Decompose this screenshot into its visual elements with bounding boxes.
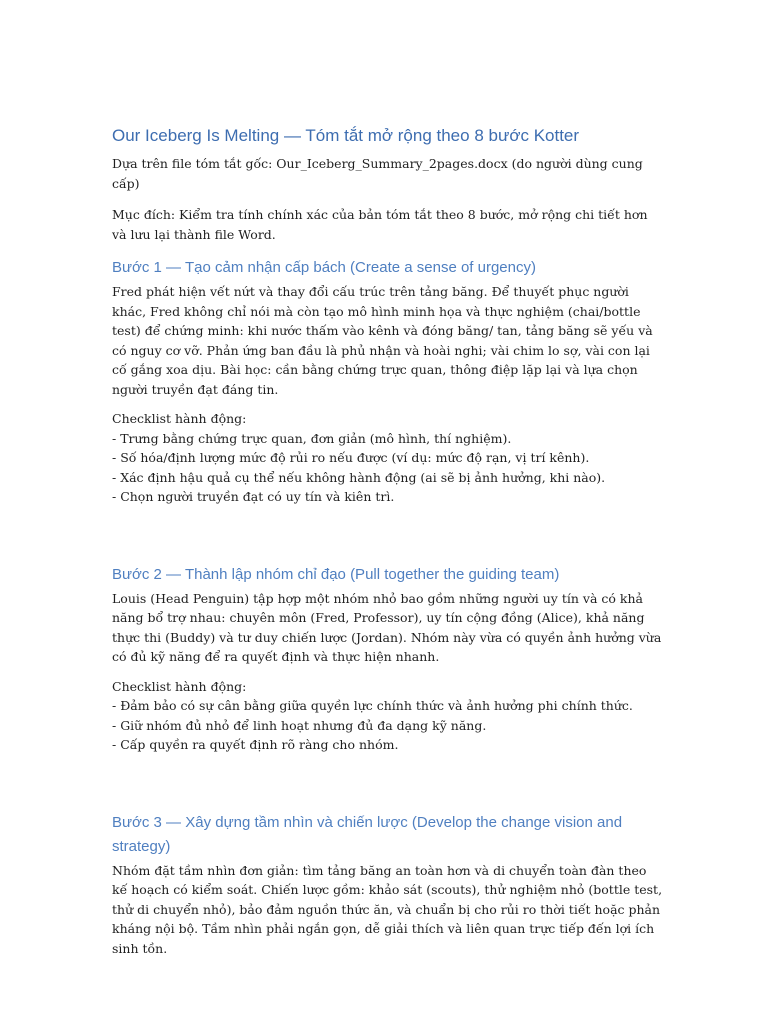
step-1-body: Fred phát hiện vết nứt và thay đổi cấu trúc trên tảng băng. Để thuyết phục người khác, Fred không chỉ nói mà còn tạo mô hình minh họa và thực nghiệm (chai/bottle test) để chứng minh: khi nước thấm vào kênh và đóng băng/ tan, tảng băng sẽ yếu và có nguy cơ vỡ. Phản ứng ban đầu là phủ nhận và hoài nghi; vài chim lo sợ, vài con lại cố gắng xoa dịu. Bài học: cần bằng chứng trực quan, thông điệp lặp lại và lựa chọn người truyền đạt đáng tin. bbox=[112, 284, 653, 397]
purpose-note: Mục đích: Kiểm tra tính chính xác của bản tóm tắt theo 8 bước, mở rộng chi tiết hơn và lưu lại thành file Word. bbox=[112, 207, 648, 242]
step-3-section bbox=[112, 811, 664, 959]
checklist-item: - Số hóa/định lượng mức độ rủi ro nếu được (ví dụ: mức độ rạn, vị trí kênh). bbox=[112, 450, 590, 465]
source-note: Dựa trên file tóm tắt gốc: Our_Iceberg_Summary_2pages.docx (do người dùng cung cấp) bbox=[112, 156, 643, 191]
step-3-heading: Bước 3 — Xây dựng tầm nhìn và chiến lược (Develop the change vision and strategy) bbox=[112, 813, 623, 855]
step-2-body: Louis (Head Penguin) tập hợp một nhóm nhỏ bao gồm những người uy tín và có khả năng bổ trợ nhau: chuyên môn (Fred, Professor), uy tín cộng đồng (Alice), khả năng thực thi (Buddy) và tư duy chiến lược (Jordan). Nhóm này vừa có quyền ảnh hưởng vừa có đủ kỹ năng để ra quyết định và thực hiện nhanh. bbox=[112, 590, 662, 664]
step-2-section bbox=[112, 563, 664, 755]
checklist-item: - Xác định hậu quả cụ thể nếu không hành động (ai sẽ bị ảnh hưởng, khi nào). bbox=[112, 469, 606, 485]
checklist-label: Checklist hành động: bbox=[112, 411, 247, 426]
step-3-body: Nhóm đặt tầm nhìn đơn giản: tìm tảng băng an toàn hơn và di chuyển toàn đàn theo kế hoạch có kiểm soát. Chiến lược gồm: khảo sát (scouts), thử nghiệm nhỏ (bottle test, thử di chuyển nhỏ), bảo đảm nguồn thức ăn, và chuẩn bị cho rủi ro thời tiết hoặc phản kháng nội bộ. Tầm nhìn phải ngắn gọn, dễ giải thích và liên quan trực tiếp đến lợi ích sinh tồn. bbox=[112, 862, 663, 956]
step-2-checklist bbox=[112, 677, 664, 755]
step-1-section bbox=[112, 256, 664, 507]
step-2-heading: Bước 2 — Thành lập nhóm chỉ đạo (Pull together the guiding team) bbox=[112, 565, 560, 583]
step-1-heading: Bước 1 — Tạo cảm nhận cấp bách (Create a sense of urgency) bbox=[112, 259, 536, 276]
checklist-label: Checklist hành động: bbox=[112, 678, 247, 694]
document-title: Our Iceberg Is Melting — Tóm tắt mở rộng theo 8 bước Kotter bbox=[112, 126, 580, 145]
checklist-item: - Giữ nhóm đủ nhỏ để linh hoạt nhưng đủ đa dạng kỹ năng. bbox=[112, 717, 487, 733]
step-1-checklist bbox=[112, 409, 664, 507]
checklist-item: - Đảm bảo có sự cân bằng giữa quyền lực chính thức và ảnh hưởng phi chính thức. bbox=[112, 698, 633, 713]
checklist-item: - Cấp quyền ra quyết định rõ ràng cho nhóm. bbox=[112, 737, 399, 752]
checklist-item: - Chọn người truyền đạt có uy tín và kiên trì. bbox=[112, 489, 395, 504]
checklist-item: - Trưng bằng chứng trực quan, đơn giản (mô hình, thí nghiệm). bbox=[112, 430, 512, 446]
